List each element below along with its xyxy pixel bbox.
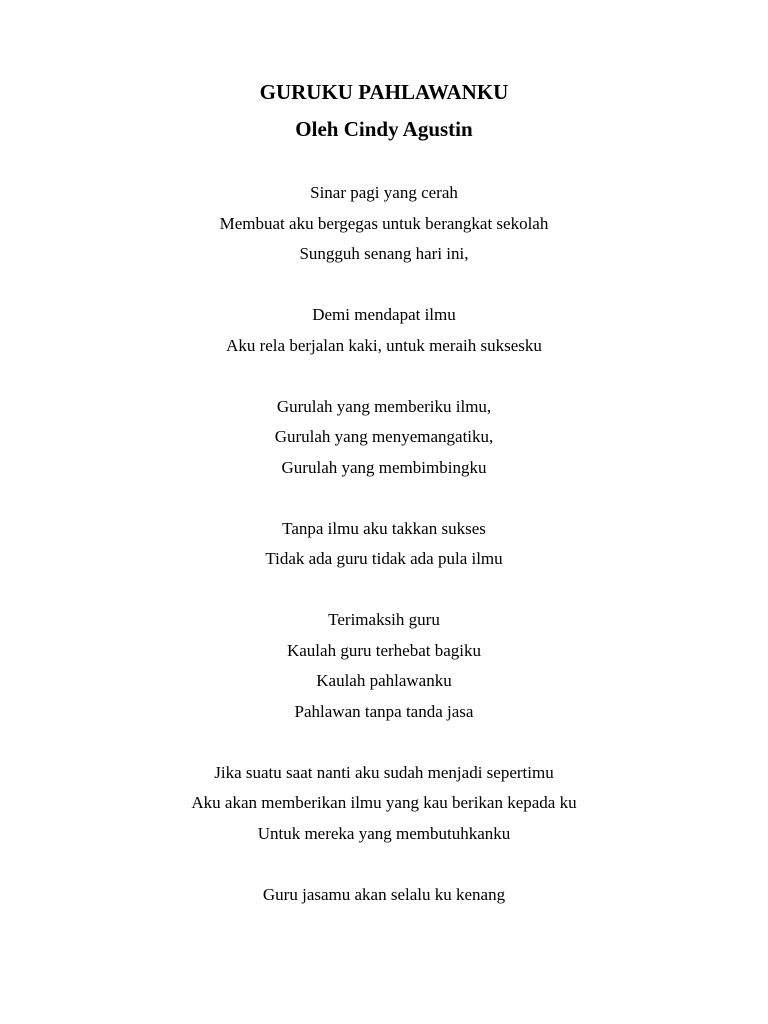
poem-line: Kaulah pahlawanku	[316, 671, 452, 690]
poem-author: Oleh Cindy Agustin	[295, 117, 473, 141]
stanza-3	[0, 392, 768, 484]
poem-line: Sungguh senang hari ini,	[299, 244, 469, 263]
poem-line: Terimaksih guru	[328, 610, 440, 629]
poem-title: GURUKU PAHLAWANKU	[259, 80, 509, 104]
stanza-7	[0, 880, 768, 911]
poem-line: Kaulah guru terhebat bagiku	[286, 640, 481, 660]
poem-line: Guru jasamu akan selalu ku kenang	[262, 884, 506, 904]
poem-line: Pahlawan tanpa tanda jasa	[294, 701, 474, 721]
poem-line: Membuat aku bergegas untuk berangkat sekolah	[219, 213, 549, 233]
stanza-5	[0, 605, 768, 727]
poem-line: Tidak ada guru tidak ada pula ilmu	[265, 549, 503, 568]
poem-line: Aku rela berjalan kaki, untuk meraih suksesku	[226, 335, 542, 355]
poem-line: Untuk mereka yang membutuhkanku	[257, 823, 511, 843]
poem-line: Tanpa ilmu aku takkan sukses	[282, 518, 486, 538]
poem-line: Demi mendapat ilmu	[312, 305, 456, 324]
stanza-1	[0, 178, 768, 270]
poem-line: Aku akan memberikan ilmu yang kau berikan kepada ku	[191, 793, 577, 812]
poem-line: Gurulah yang memberiku ilmu,	[276, 396, 492, 416]
poem-line: Sinar pagi yang cerah	[310, 183, 458, 202]
stanza-6	[0, 758, 768, 850]
stanza-2	[0, 300, 768, 361]
poem-line: Jika suatu saat nanti aku sudah menjadi sepertimu	[214, 762, 554, 782]
poem-body	[0, 178, 768, 941]
poem-line: Gurulah yang menyemangatiku,	[274, 427, 494, 446]
stanza-4	[0, 514, 768, 575]
poem-line: Gurulah yang membimbingku	[281, 457, 487, 477]
